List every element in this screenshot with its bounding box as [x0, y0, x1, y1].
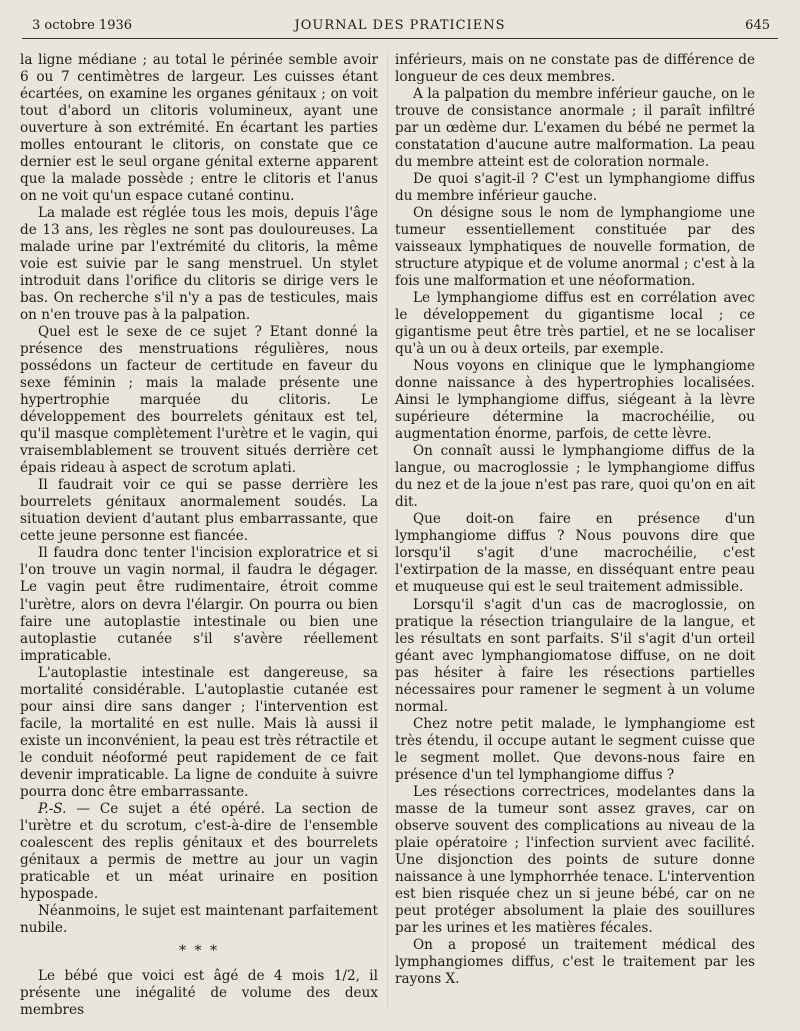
right-column	[395, 52, 755, 988]
paragraph: Chez notre petit malade, le lymphangiome est très étendu, il occupe autant le segment cuisse que le segment mollet. Que devons-nous faire en présence d'un tel lymphangiome diffus ?	[395, 715, 755, 783]
paragraph: Le bébé que voici est âgé de 4 mois 1/2, il présente une inégalité de volume des deux membres	[20, 967, 378, 1018]
column-divider	[387, 50, 388, 1010]
paragraph: La malade est réglée tous les mois, depuis l'âge de 13 ans, les règles ne sont pas douloureuses. La malade urine par l'extrémité du clitoris, la même voie est suivie par le sang menstruel. Un stylet introduit dans l'orifice du clitoris se dirige vers le bas. On recherche s'il n'y a pas de testicules, mais on n'en trouve pas à la palpation.	[20, 205, 378, 324]
paragraph: la ligne médiane ; au total le périnée semble avoir 6 ou 7 centimètres de largeur. Les cuisses étant écartées, on examine les organes génitaux ; on voit tout d'abord un clitoris volumineux, ayant une ouverture à son extrémité. En écartant les parties molles entourant le clitoris, on constate que ce dernier est le seul organe génital externe apparent que la malade possède ; entre le clitoris et l'anus on ne voit qu'un espace cutané continu.	[20, 52, 378, 205]
paragraph: On a proposé un traitement médical des lymphangiomes diffus, c'est le traitement par les rayons X.	[395, 936, 755, 987]
paragraph: Les résections correctrices, modelantes dans la masse de la tumeur sont assez graves, car on observe souvent des complications au niveau de la plaie opératoire ; l'infection survient avec facilité. Une disjonction des points de suture donne naissance à une lymphorrhée tenace. L'intervention est bien risquée chez un si jeune bébé, car on ne peut protéger absolument la plaie des souillures par les urines et les matières fécales.	[395, 783, 755, 936]
paragraph: A la palpation du membre inférieur gauche, on le trouve de consistance anormale ; il paraît infiltré par un œdème dur. L'examen du bébé ne permet la constatation d'aucune autre malformation. La peau du membre atteint est de coloration normale.	[395, 86, 755, 171]
paragraph: Il faudra donc tenter l'incision exploratrice et si l'on trouve un vagin normal, il faudra le dégager. Le vagin peut être rudimentaire, étroit comme l'urètre, alors on devra l'élargir. On pourra ou bien faire une autoplastie intestinale ou bien une autoplastie cutanée s'il s'avère réellement impraticable.	[20, 545, 378, 664]
paragraph: L'autoplastie intestinale est dangereuse, sa mortalité considérable. L'autoplastie cutanée est pour ainsi dire sans danger ; l'intervention est facile, la mortalité en est nulle. Mais là aussi il existe un inconvénient, la peau est très rétractile et le conduit néoformé peut rapidement de ce fait devenir impraticable. La ligne de conduite à suivre pourra donc être embarrassante.	[20, 664, 378, 800]
paragraph: Le lymphangiome diffus est en corrélation avec le développement du gigantisme local ; ce gigantisme peut être très partiel, et ne se localiser qu'à un ou à deux orteils, par exemple.	[395, 290, 755, 358]
section-separator: * * *	[179, 942, 219, 959]
paragraph: On désigne sous le nom de lymphangiome une tumeur essentiellement constituée par des vaisseaux lymphatiques de nouvelle formation, de structure atypique et de volume anormal ; c'est à la fois une malformation et une néoformation.	[395, 205, 755, 290]
paragraph: inférieurs, mais on ne constate pas de différence de longueur de ces deux membres.	[395, 52, 755, 86]
postscript-paragraph: P.-S. — Ce sujet a été opéré. La section de l'urètre et du scrotum, c'est-à-dire de l'ensemble coalescent des replis génitaux et des bourrelets génitaux a permis de mettre au jour un vagin praticable et un méat urinaire en position hypospade.	[20, 800, 378, 902]
paragraph: Néanmoins, le sujet est maintenant parfaitement nubile.	[20, 902, 378, 936]
paragraph: Lorsqu'il s'agit d'un cas de macroglossie, on pratique la résection triangulaire de la langue, et les résultats en sont parfaits. S'il s'agit d'un orteil géant avec lymphangiomatose diffuse, on ne doit pas hésiter à faire les résections partielles nécessaires pour ramener le segment à un volume normal.	[395, 596, 755, 715]
paragraph: Il faudrait voir ce qui se passe derrière les bourrelets génitaux anormalement soudés. La situation devient d'autant plus embarrassante, que cette jeune personne est fiancée.	[20, 477, 378, 545]
left-column	[20, 52, 378, 1019]
header-rule	[22, 38, 778, 39]
paragraph: Nous voyons en clinique que le lymphangiome donne naissance à des hypertrophies localisées. Ainsi le lymphangiome diffus, siégeant à la lèvre supérieure détermine la macrochéilie, ou augmentation énorme, parfois, de cette lèvre.	[395, 358, 755, 443]
paragraph: De quoi s'agit-il ? C'est un lymphangiome diffus du membre inférieur gauche.	[395, 171, 755, 205]
paragraph: Que doit-on faire en présence d'un lymphangiome diffus ? Nous pouvons dire que lorsqu'il s'agit d'une macrochéilie, c'est l'extirpation de la masse, en disséquant entre peau et muqueuse qui est le seul traitement admissible.	[395, 511, 755, 596]
issue-date: 3 octobre 1936	[32, 18, 133, 33]
page-header	[30, 18, 770, 40]
postscript-marker: P.-S.	[38, 800, 67, 817]
paragraph: Quel est le sexe de ce sujet ? Etant donné la présence des menstruations régulières, nous possédons un facteur de certitude en faveur du sexe féminin ; mais la malade présente une hypertrophie marquée du clitoris. Le développement des bourrelets génitaux est tel, qu'il masque complètement l'urètre et le vagin, qui vraisemblablement se trouvent situés derrière cet épais rideau à aspect de scrotum aplati.	[20, 324, 378, 477]
journal-title: JOURNAL DES PRATICIENS	[294, 18, 506, 33]
paragraph: On connaît aussi le lymphangiome diffus de la langue, ou macroglossie ; le lymphangiome diffus du nez et de la joue n'est pas rare, quoi qu'on en ait dit.	[395, 443, 755, 511]
page-number: 645	[745, 18, 770, 33]
